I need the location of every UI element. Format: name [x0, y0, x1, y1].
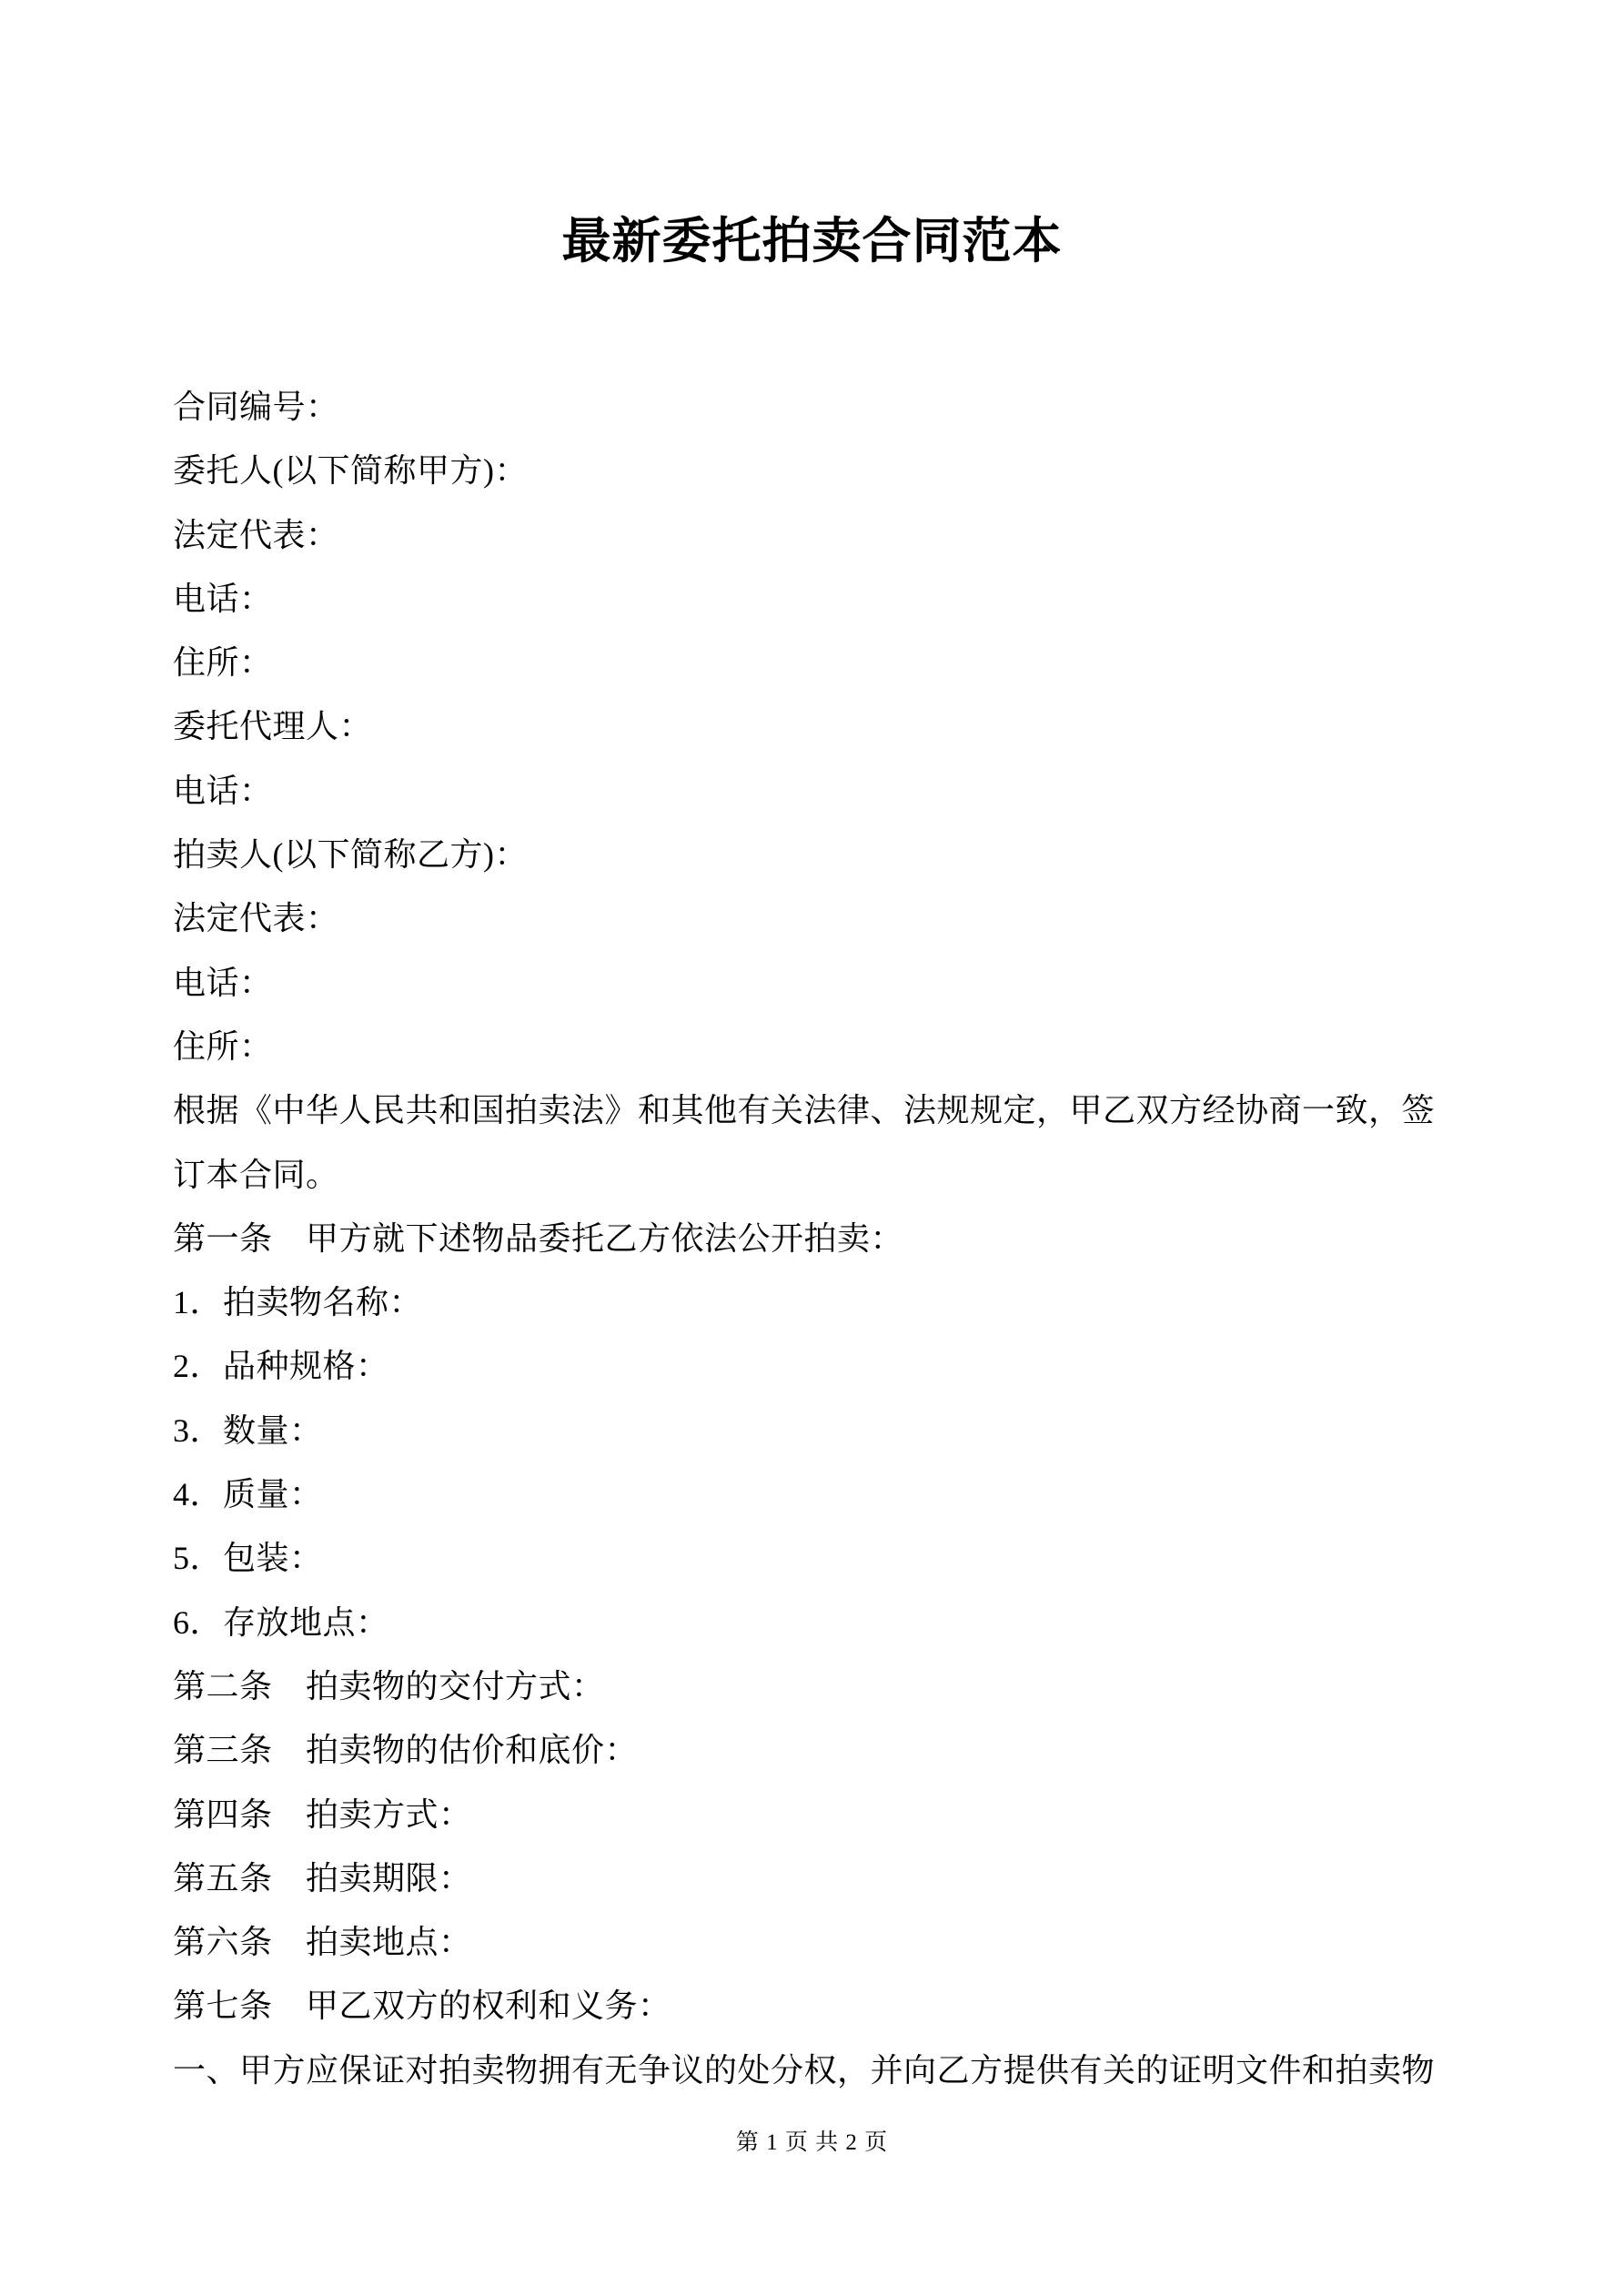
- page-footer: 第 1 页 共 2 页: [735, 2130, 889, 2155]
- body-line: 委托人(以下简称甲方)：: [173, 452, 528, 490]
- body-line: 4．质量：: [173, 1476, 323, 1513]
- body-line: 1．拍卖物名称：: [173, 1284, 423, 1321]
- body-line: 第三条 拍卖物的估价和底价：: [173, 1732, 639, 1769]
- body-line: 第一条 甲方就下述物品委托乙方依法公开拍卖：: [173, 1219, 904, 1257]
- body-line: 一、甲方应保证对拍卖物拥有无争议的处分权，并向乙方提供有关的证明文件和拍卖物: [173, 2051, 1436, 2089]
- body-line: 合同编号：: [173, 389, 339, 425]
- body-line: 6．存放地点：: [173, 1603, 389, 1641]
- body-line: 3．数量：: [173, 1411, 323, 1449]
- body-line: 第四条 拍卖方式：: [173, 1795, 472, 1833]
- body-line: 法定代表：: [173, 516, 339, 553]
- document-title: 最新委托拍卖合同范本: [561, 214, 1063, 268]
- body-line: 根据《中华人民共和国拍卖法》和其他有关法律、法规规定，甲乙双方经协商一致，签: [173, 1092, 1436, 1129]
- body-line: 电话：: [173, 772, 273, 809]
- body-line: 第七条 甲乙双方的权利和义务：: [173, 1988, 671, 2025]
- body-line: 住所：: [173, 1027, 273, 1065]
- body-line: 拍卖人(以下简称乙方)：: [173, 836, 528, 874]
- body-line: 住所：: [173, 644, 273, 682]
- body-line: 第五条 拍卖期限：: [173, 1859, 472, 1896]
- body-line: 委托代理人：: [173, 708, 373, 745]
- document-body: [173, 375, 1465, 2102]
- body-line: 2．品种规格：: [173, 1348, 389, 1385]
- body-line: 5．包装：: [173, 1540, 323, 1577]
- body-line: 电话：: [173, 580, 273, 617]
- body-line: 第六条 拍卖地点：: [173, 1924, 472, 1961]
- body-line: 法定代表：: [173, 900, 339, 937]
- body-line: 电话：: [173, 964, 273, 1001]
- body-line: 第二条 拍卖物的交付方式：: [173, 1667, 605, 1704]
- body-line: 订本合同。: [173, 1156, 339, 1193]
